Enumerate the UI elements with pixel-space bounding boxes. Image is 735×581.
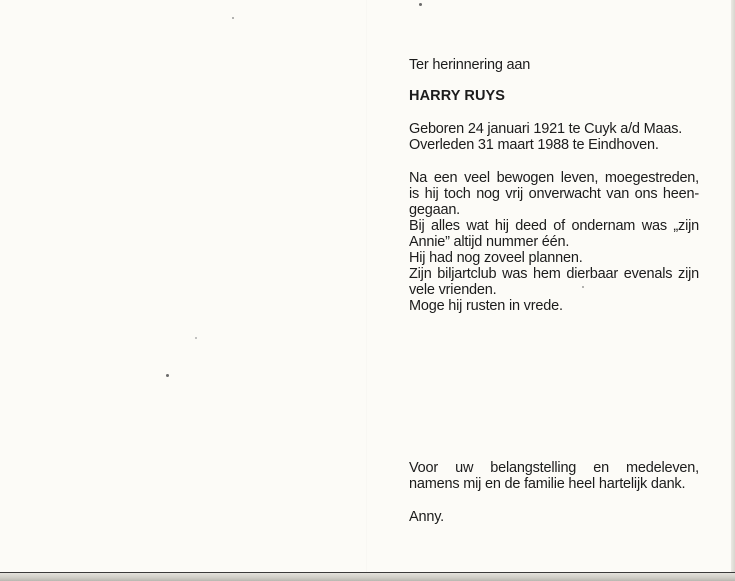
memorial-line: Moge hij rusten in vrede. <box>409 298 563 314</box>
speck <box>419 3 422 6</box>
thanks-text <box>409 460 699 492</box>
speck <box>166 374 169 377</box>
memorial-line: Hij had nog zoveel plannen. <box>409 250 583 266</box>
born-line: Geboren 24 januari 1921 te Cuyk a/d Maas. <box>409 121 683 137</box>
life-dates <box>409 121 699 153</box>
card-right-edge <box>731 0 735 581</box>
card-fold <box>366 0 367 575</box>
thanks-line: Voor uw belangstelling en medeleven, <box>409 460 699 476</box>
memorial-line: Na een veel bewogen leven, moegestreden, <box>409 170 699 186</box>
thanks-line: namens mij en de familie heel hartelijk dank. <box>409 476 686 492</box>
memorial-line: gegaan. <box>409 202 461 218</box>
deceased-name <box>409 88 699 104</box>
heading-text: Ter herinnering aan <box>409 57 531 73</box>
memorial-line: vele vrienden. <box>409 282 497 298</box>
card-bottom-edge <box>0 573 735 581</box>
memorial-text <box>409 170 699 314</box>
signature <box>409 509 699 525</box>
memorial-line: Zijn biljartclub was hem dierbaar evenals zijn <box>409 266 699 282</box>
speck <box>195 337 197 339</box>
name-text: HARRY RUYS <box>409 88 506 104</box>
memorial-line: Annie” altijd nummer één. <box>409 234 570 250</box>
died-line: Overleden 31 maart 1988 te Eindhoven. <box>409 137 659 153</box>
speck <box>232 17 234 19</box>
memorial-line: is hij toch nog vrij onverwacht van ons heen- <box>409 186 699 202</box>
memorial-line: Bij alles wat hij deed of ondernam was „zijn <box>409 218 699 234</box>
signature-text: Anny. <box>409 509 445 525</box>
heading <box>409 57 699 73</box>
